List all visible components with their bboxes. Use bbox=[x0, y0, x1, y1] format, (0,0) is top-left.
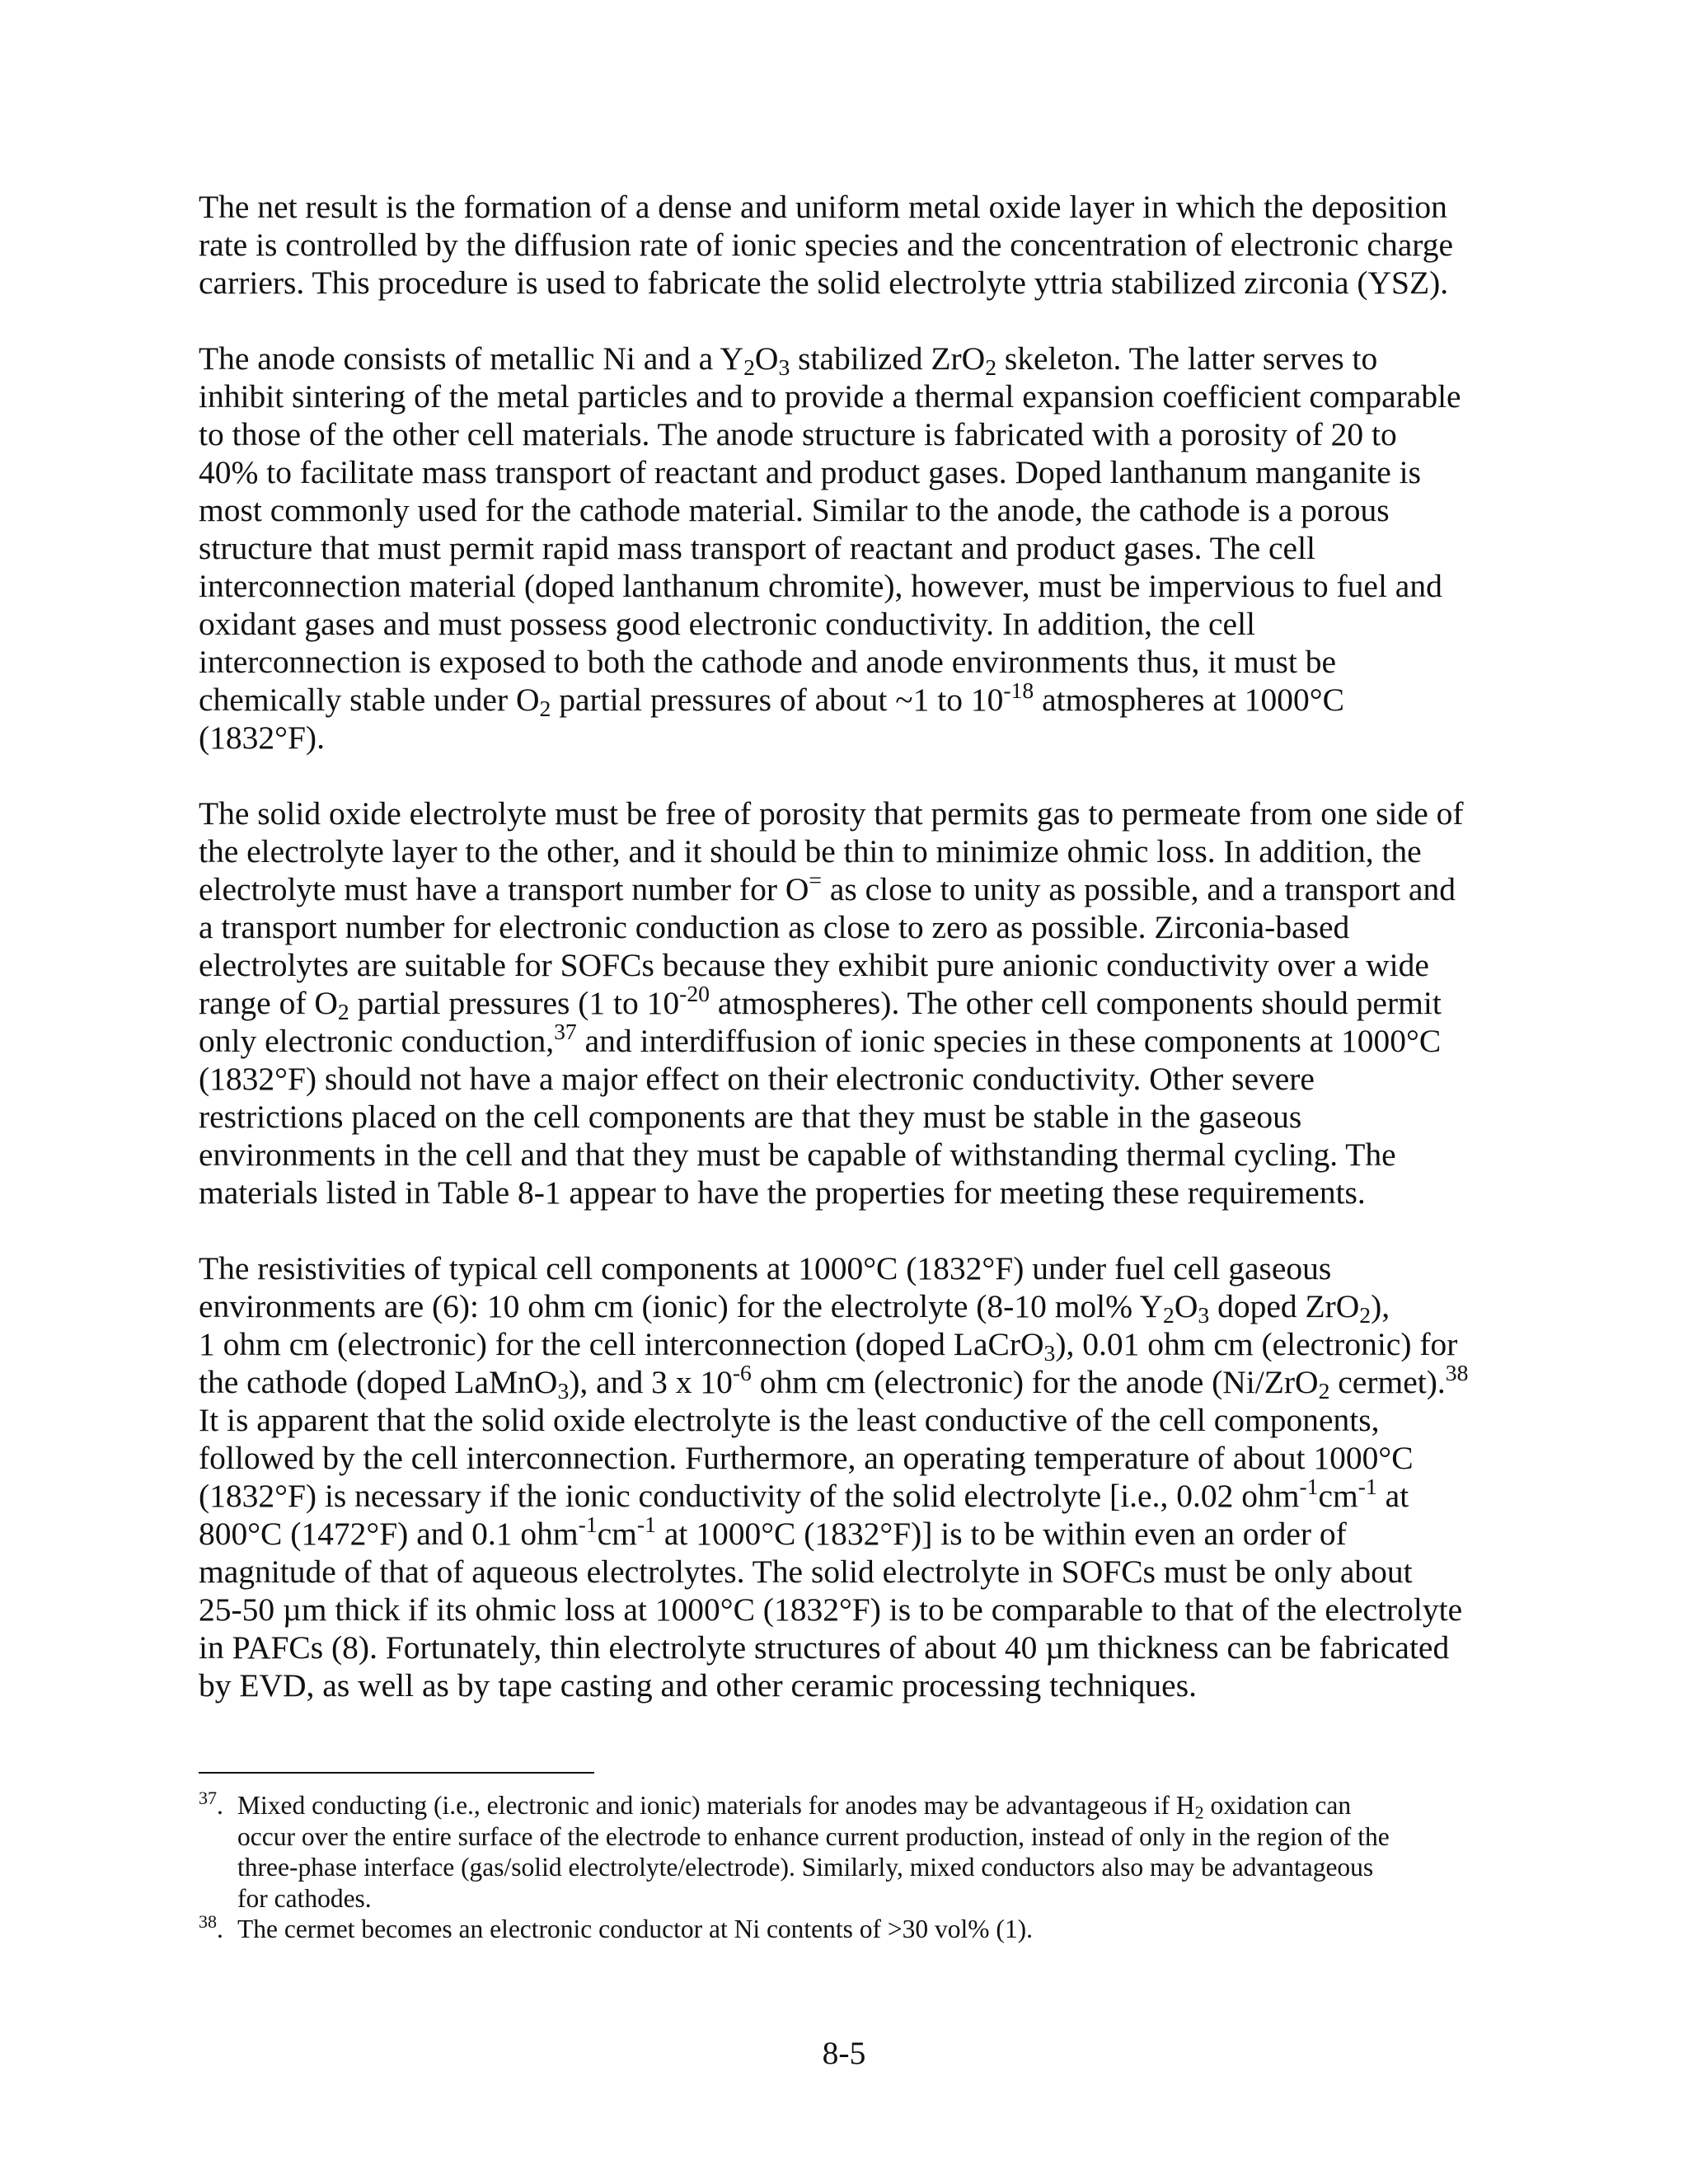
text-line: rate is controlled by the diffusion rate of ionic species and the concentration of electronic charge bbox=[199, 227, 1454, 263]
text-line: inhibit sintering of the metal particles and to provide a thermal expansion coefficient comparable bbox=[199, 378, 1461, 415]
text-line: The anode consists of metallic Ni and a $Y_2O_3$ stabilized ZrO$_2$ skeleton. The latter serves to bbox=[199, 340, 1378, 380]
body-text bbox=[199, 188, 1486, 1742]
text-line: carriers. This procedure is used to fabricate the solid electrolyte yttria stabilized zirconia (YSZ). bbox=[199, 265, 1449, 301]
text-line: environments are (6): 10 ohm cm (ionic) for the electrolyte (8-10 mol% $Y_2O_3$ doped ZrO$_2$), bbox=[199, 1288, 1390, 1328]
footnote-separator bbox=[199, 1772, 594, 1774]
text-line: the electrolyte layer to the other, and it should be thin to minimize ohmic loss. In addition, the bbox=[199, 833, 1422, 869]
text-line: to those of the other cell materials. The anode structure is fabricated with a porosity of 20 to bbox=[199, 416, 1397, 452]
footnotes bbox=[199, 1787, 1486, 1945]
text-line: followed by the cell interconnection. Furthermore, an operating temperature of about 1000°C bbox=[199, 1440, 1414, 1476]
text-line: electrolyte must have a transport number for O= as close to unity as possible, and a transport and bbox=[199, 866, 1456, 907]
footnote-ref-37: 37 bbox=[554, 1018, 577, 1044]
text-line: electrolytes are suitable for SOFCs because they exhibit pure anionic conductivity over a wide bbox=[199, 947, 1429, 983]
text-line: magnitude of that of aqueous electrolytes. The solid electrolyte in SOFCs must be only about bbox=[199, 1554, 1413, 1590]
paragraph-3 bbox=[199, 794, 1486, 1212]
text-line: materials listed in Table 8-1 appear to have the properties for meeting these requirements. bbox=[199, 1174, 1366, 1211]
text-line: interconnection material (doped lanthanum chromite), however, must be impervious to fuel and bbox=[199, 568, 1442, 604]
footnote-37 bbox=[199, 1787, 1486, 1914]
text-line: most commonly used for the cathode material. Similar to the anode, the cathode is a porous bbox=[199, 492, 1390, 528]
footnote-38 bbox=[199, 1910, 1486, 1945]
footnote-line: Mixed conducting (i.e., electronic and ionic) materials for anodes may be advantageous if $H_2$ oxidation can bbox=[237, 1791, 1352, 1823]
text-line: structure that must permit rapid mass transport of reactant and product gases. The cell bbox=[199, 530, 1316, 566]
text-line: (1832°F). bbox=[199, 719, 325, 756]
text-line: 1 ohm cm (electronic) for the cell interconnection (doped LaCrO$_3$), 0.01 ohm cm (electronic) for bbox=[199, 1326, 1458, 1366]
text-line: the cathode (doped LaMnO$_3$), and 3 x $10^{-6}$ ohm cm (electronic) for the anode (Ni/ZrO$_2$ cermet).$^{38}$ bbox=[199, 1359, 1469, 1404]
text-line: 25-50 µm thick if its ohmic loss at 1000°C (1832°F) is to be comparable to that of the electrolyte bbox=[199, 1591, 1463, 1628]
text-line: 800°C (1472°F) and 0.1 $ohm^{-1}cm^{-1}$ at 1000°C (1832°F)] is to be within even an order of bbox=[199, 1511, 1347, 1552]
text-line: oxidant gases and must possess good electronic conductivity. In addition, the cell bbox=[199, 606, 1256, 642]
footnote-line: three-phase interface (gas/solid electrolyte/electrode). Similarly, mixed conductors also may be advantageous bbox=[237, 1853, 1374, 1882]
text-line: restrictions placed on the cell components are that they must be stable in the gaseous bbox=[199, 1099, 1302, 1135]
text-line: interconnection is exposed to both the cathode and anode environments thus, it must be bbox=[199, 644, 1336, 680]
footnote-line: The cermet becomes an electronic conductor at Ni contents of >30 vol% (1). bbox=[237, 1915, 1034, 1943]
text-line: in PAFCs (8). Fortunately, thin electrolyte structures of about 40 µm thickness can be fabricated bbox=[199, 1629, 1450, 1666]
footnote-ref-38: 38 bbox=[1445, 1359, 1469, 1385]
paragraph-2 bbox=[199, 340, 1486, 757]
text-line: by EVD, as well as by tape casting and other ceramic processing techniques. bbox=[199, 1667, 1197, 1704]
footnote-marker: $^{38}$. bbox=[199, 1910, 223, 1943]
text-line: only electronic conduction,$^{37}$ and interdiffusion of ionic species in these components at 1000°C bbox=[199, 1018, 1442, 1059]
text-line: range of $O_2$ partial pressures (1 to $10^{-20}$ atmospheres). The other cell components should permit bbox=[199, 980, 1442, 1024]
paragraph-4 bbox=[199, 1249, 1486, 1704]
footnote-line: for cathodes. bbox=[237, 1883, 372, 1913]
text-line: The net result is the formation of a dense and uniform metal oxide layer in which the deposition bbox=[199, 189, 1447, 225]
text-line: (1832°F) should not have a major effect on their electronic conductivity. Other severe bbox=[199, 1061, 1315, 1097]
paragraph-1 bbox=[199, 188, 1486, 302]
text-line: It is apparent that the solid oxide electrolyte is the least conductive of the cell components, bbox=[199, 1402, 1380, 1438]
footnote-marker: $^{37}$. bbox=[199, 1787, 223, 1820]
text-line: The solid oxide electrolyte must be free of porosity that permits gas to permeate from one side of bbox=[199, 795, 1464, 832]
text-line: (1832°F) is necessary if the ionic conductivity of the solid electrolyte [i.e., 0.02 $ohm^{-1}cm^{-1}$ at bbox=[199, 1473, 1409, 1514]
text-line: environments in the cell and that they must be capable of withstanding thermal cycling. The bbox=[199, 1137, 1396, 1173]
text-line: chemically stable under $O_2$ partial pressures of about ~1 to $10^{-18}$ atmospheres at 1000°C bbox=[199, 677, 1344, 721]
text-line: The resistivities of typical cell components at 1000°C (1832°F) under fuel cell gaseous bbox=[199, 1250, 1332, 1286]
footnote-line: occur over the entire surface of the electrode to enhance current production, instead of only in the region of the bbox=[237, 1821, 1390, 1851]
text-line: a transport number for electronic conduction as close to zero as possible. Zirconia-based bbox=[199, 909, 1350, 945]
page-number: 8-5 bbox=[822, 2035, 866, 2071]
text-line: 40% to facilitate mass transport of reactant and product gases. Doped lanthanum manganite is bbox=[199, 454, 1421, 490]
